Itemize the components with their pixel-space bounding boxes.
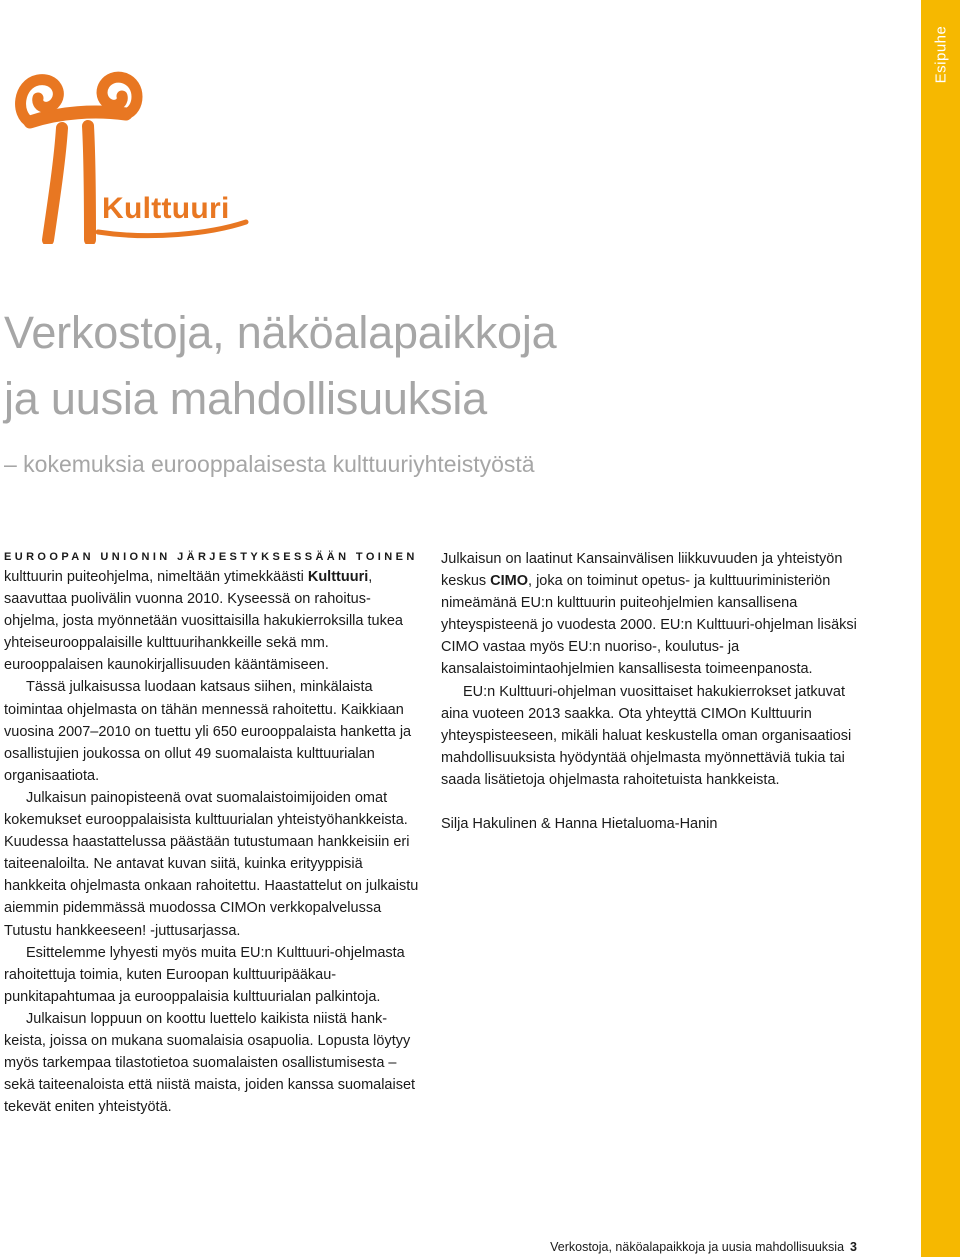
paragraph-3: Julkaisun painopisteenä ovat suomalaistoimijoiden omat kokemukset eurooppalaisista kulttuurialan yhteistyöhankkeista. Kuudessa haastattelussa päästään tutustumaan hankkeisiin eri taiteenaloilta. Ne antavat kuvan siitä, kuinka erityyppisiä hankkeita ohjelmasta onkaan rahoitettu. Haastattelut on julkaistu aiemmin pidemmässä muodossa CIMOn verkkopalvelussa Tutustu hankkeeseen! -juttusarjassa. — [4, 789, 419, 939]
intro-bold-kulttuuri: Kulttuuri — [307, 569, 369, 585]
logo-wordmark: Kulttuuri — [102, 192, 230, 225]
right-bold-cimo: CIMO — [490, 573, 529, 590]
title-line-1: Verkostoja, näköalapaikkoja — [4, 307, 557, 358]
page-title — [4, 300, 556, 432]
section-side-tab — [921, 0, 960, 1257]
lead-caps: EUROOPAN UNIONIN JÄRJESTYKSESSÄÄN TOINEN — [4, 551, 418, 563]
intro-text-b: , saavuttaa puolivälin vuonna 2010. Kyseessä on rahoitusohjelma, josta myönnetään vuosittaisilla hakukierroksilla tukea yhteiseurooppalaisille kulttuurihankkeille sekä mm. eurooppalaisen kaunokirjallisuuden kääntämiseen. — [4, 569, 403, 674]
right-text-column — [441, 548, 861, 835]
authors-signature: Silja Hakulinen & Hanna Hietaluoma-Hanin — [441, 816, 718, 833]
page-subtitle: – kokemuksia eurooppalaisesta kulttuuriyhteistyöstä — [4, 451, 535, 477]
page-number: 3 — [850, 1240, 857, 1254]
kulttuuri-logo — [10, 64, 250, 244]
right-p1-text-a: Julkaisun on laatinut Kansainvälisen liikkuvuuden ja yhteistyön keskus — [441, 551, 843, 590]
footer-title: Verkostoja, näköalapaikkoja ja uusia mahdollisuuksia — [550, 1240, 845, 1254]
section-tab-label — [921, 14, 960, 94]
paragraph-4: Esittelemme lyhyesti myös muita EU:n Kulttuuri-ohjelmasta rahoitettuja toimia, kuten Euroopan kulttuuripääkaupunkitapahtumaa ja eurooppalaisia kulttuurialan palkintoja. — [4, 944, 405, 1005]
intro-text-a: kulttuurin puiteohjelma, nimeltään ytimekkäästi — [4, 569, 308, 585]
left-text-column — [4, 548, 420, 1118]
intro-paragraph — [4, 548, 420, 676]
title-line-2: ja uusia mahdollisuuksia — [4, 373, 487, 424]
paragraph-5: Julkaisun loppuun on koottu luettelo kaikista niistä hankkeista, joissa on mukana suomalaisia osapuolia. Lopusta löytyy myös tarkempaa tilastotietoa suomalaisten osallistumisesta – sekä taiteenaloista että niistä maista, joiden kanssa suomalaiset tekevät eniten yhteistyötä. — [4, 1010, 416, 1116]
right-paragraph-2: EU:n Kulttuuri-ohjelman vuosittaiset hakukierrokset jatkuvat aina vuoteen 2013 saakka. Ota yhteyttä CIMOn Kulttuurin yhteyspisteeseen, mikäli haluat keskustella oman organisaatiosi mahdollisuuksista hyödyntää ohjelmasta myönnettäviä tukia tai saada lisätietoja ohjelmasta rahoitetuista hankkeista. — [441, 683, 852, 788]
section-tab-text: Esipuhe — [932, 25, 949, 83]
right-paragraph-1 — [441, 548, 861, 681]
right-p1-text-b: , joka on toiminut opetus- ja kulttuuriministeriön nimeämänä EU:n kulttuurin puiteohjelmien kansallisena yhteyspisteenä jo vuodesta 2000. EU:n Kulttuuri-ohjelman lisäksi CIMO vastaa myös EU:n nuoriso-, koulutus- ja kansalaistoimintaohjelmien kansallisesta toimeenpanosta. — [441, 573, 857, 678]
paragraph-2: Tässä julkaisussa luodaan katsaus siihen, minkälaista toimintaa ohjelmasta on tähän mennessä rahoitettu. Kaikkiaan vuosina 2007–2010 on tuettu yli 650 eurooppalaista hanketta ja osallistujien joukossa on ollut 49 suomalaista kulttuurialan organisaatiota. — [4, 679, 412, 784]
page-footer — [550, 1240, 857, 1254]
